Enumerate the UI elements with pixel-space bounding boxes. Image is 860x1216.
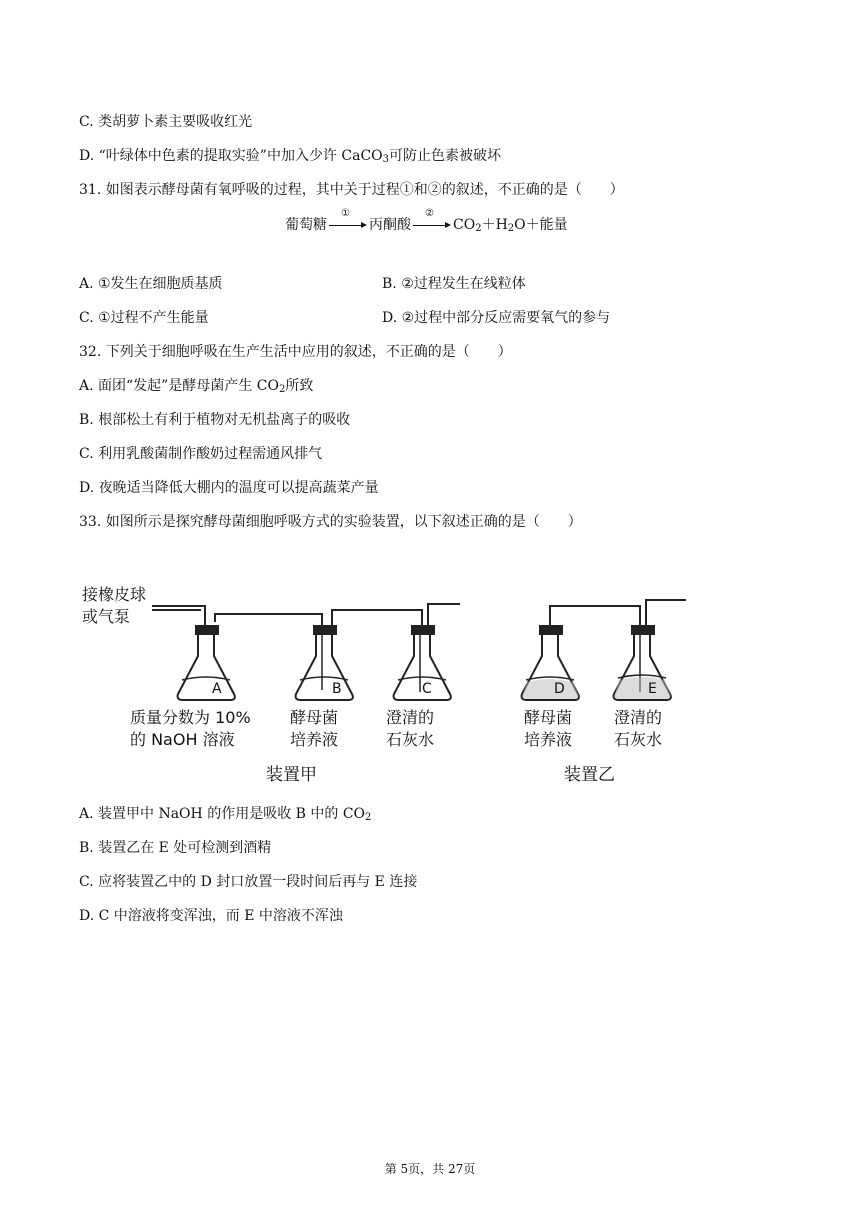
pump-label-line2: 或气泵 (82, 607, 131, 626)
flask-e-letter: E (648, 681, 657, 697)
label-b-line1: 酵母菌 (290, 708, 339, 727)
q33-option-b: B. 装置乙在 E 处可检测到酒精 (79, 840, 272, 856)
q33-option-a: A. 装置甲中 NaOH 的作用是吸收 B 中的 $CO_2$ (79, 806, 372, 823)
label-a-line1: 质量分数为 10% (130, 708, 251, 727)
label-b-line2: 培养液 (290, 730, 339, 749)
flask-b-letter: B (332, 681, 342, 697)
q30-option-d: D. “叶绿体中色素的提取实验”中加入少许 CaCO$_3$可防止色素被破坏 (79, 148, 502, 165)
q33-stem: 33. 如图所示是探究酵母菌细胞呼吸方式的实验装置，以下叙述正确的是（ ） (79, 514, 582, 530)
flask-a-letter: A (212, 681, 222, 697)
q31-option-a: A. ①发生在细胞质基质 (79, 276, 223, 292)
label-a-line2: 的 NaOH 溶液 (130, 730, 235, 749)
q31-stem: 31. 如图表示酵母菌有氧呼吸的过程，其中关于过程①和②的叙述，不正确的是（ ） (79, 182, 624, 198)
flask-a (178, 632, 235, 700)
yeast-respiration-apparatus (80, 570, 710, 790)
setup-jia-caption: 装置甲 (266, 765, 317, 785)
q32-option-b: B. 根部松土有利于植物对无机盐离子的吸收 (79, 412, 351, 428)
q32-option-d: D. 夜晚适当降低大棚内的温度可以提高蔬菜产量 (79, 480, 379, 496)
q31-option-d: D. ②过程中部分反应需要氧气的参与 (382, 310, 611, 326)
flask-d-letter: D (554, 681, 565, 697)
q31-option-b: B. ②过程发生在线粒体 (382, 276, 526, 292)
label-e-line1: 澄清的 (614, 708, 663, 727)
setup-yi-caption: 装置乙 (564, 765, 615, 785)
label-d-line1: 酵母菌 (524, 708, 573, 727)
label-c-line2: 石灰水 (386, 730, 435, 749)
q33-option-c: C. 应将装置乙中的 D 封口放置一段时间后再与 E 连接 (79, 874, 418, 890)
q33-option-d: D. C 中溶液将变浑浊，而 E 中溶液不浑浊 (79, 908, 343, 924)
label-c-line1: 澄清的 (386, 708, 435, 727)
page-footer: 第 5页，共 27页 (384, 1162, 476, 1176)
flask-c-letter: C (422, 681, 432, 697)
q32-option-a: A. 面团“发起”是酵母菌产生 $CO_2$所致 (79, 378, 314, 395)
label-e-line2: 石灰水 (614, 730, 663, 749)
pump-label-line1: 接橡皮球 (82, 585, 147, 604)
q32-stem: 32. 下列关于细胞呼吸在生产生活中应用的叙述，不正确的是（ ） (79, 344, 512, 360)
label-d-line2: 培养液 (524, 730, 573, 749)
q32-option-c: C. 利用乳酸菌制作酸奶过程需通风排气 (79, 446, 323, 462)
q30-option-c: C. 类胡萝卜素主要吸收红光 (79, 114, 253, 130)
respiration-equation: 葡萄糖 ① 丙酮酸 ② $CO_2+H_2O+$能量 (285, 208, 568, 234)
flask-b (296, 632, 353, 700)
q31-option-c: C. ①过程不产生能量 (79, 310, 209, 326)
